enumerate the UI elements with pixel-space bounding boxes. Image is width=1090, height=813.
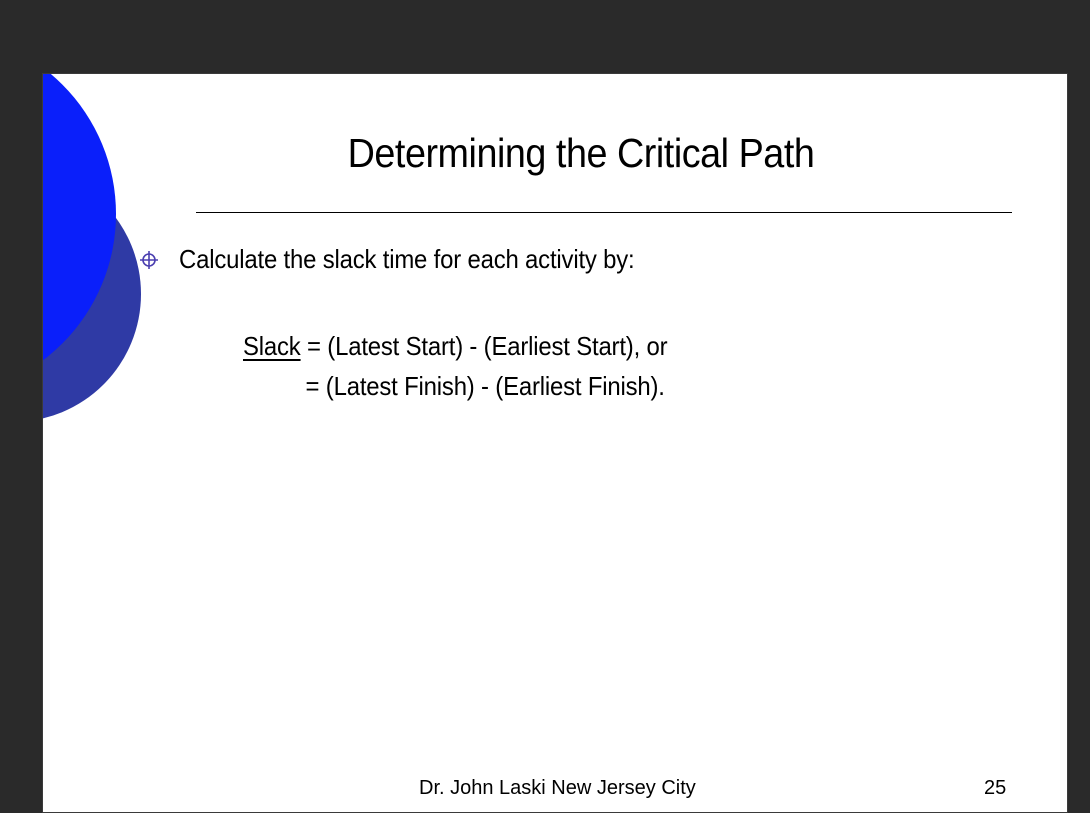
formula-line-1-rest: = (Latest Start) - (Earliest Start), or [300,331,668,361]
formula-line-2: = (Latest Finish) - (Earliest Finish). [305,371,665,401]
formula-line-1 [243,326,667,366]
bullet-text: Calculate the slack time for each activity by: [179,244,635,274]
crosshair-bullet-icon [139,250,159,270]
title-divider [196,212,1012,213]
slack-formula [243,326,667,406]
bullet-item [139,244,674,275]
slack-term: Slack [243,331,301,361]
footer-text: Dr. John Laski New Jersey City [419,777,696,799]
page-number: 25 [984,777,1007,799]
slide-title: Determining the Critical Path [347,130,815,176]
slide [42,73,1068,813]
